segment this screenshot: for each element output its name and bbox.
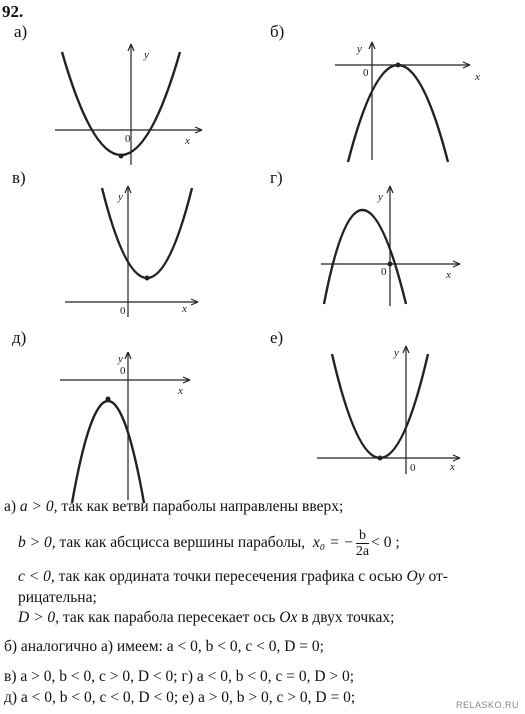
answer-line-3: c < 0, так как ордината точки пересечения графика с осью Oy от-	[18, 568, 448, 585]
watermark: RELASKO.RU	[455, 700, 519, 710]
graph-f	[314, 344, 474, 484]
y-axis-label: y	[357, 43, 362, 55]
x-axis-label: x	[182, 303, 187, 315]
answer-line-6: б) аналогично а) имеем: a < 0, b < 0, c < 0, D = 0;	[4, 638, 324, 655]
x-axis-label: x	[185, 135, 190, 147]
graph-d	[318, 182, 478, 312]
answer-line-5: D > 0, так как парабола пересекает ось Ox в двух точках;	[18, 609, 395, 626]
origin-label: 0	[410, 462, 416, 474]
answer-line-7: в) a > 0, b < 0, c > 0, D < 0; г) a < 0, b < 0, c = 0, D > 0;	[4, 668, 355, 685]
graph-label-f: е)	[270, 328, 284, 347]
origin-label: 0	[125, 133, 131, 145]
graph-c	[60, 182, 210, 322]
origin-label: 0	[120, 305, 126, 317]
graph-b	[330, 40, 500, 170]
graph-label-c: в)	[12, 168, 26, 187]
x-axis-label: x	[178, 385, 183, 397]
y-axis-label: y	[144, 49, 149, 61]
problem-number: 92.	[2, 2, 24, 21]
graph-e	[50, 348, 210, 508]
graph-a	[50, 40, 220, 170]
x-axis-label: x	[450, 461, 455, 473]
x-axis-label: x	[475, 71, 480, 83]
graph-label-b: б)	[270, 22, 285, 41]
y-axis-label: y	[118, 353, 123, 365]
answer-line-4: рицательна;	[18, 589, 97, 606]
answer-line-1: а) a > 0, так как ветви параболы направлены вверх;	[4, 498, 344, 515]
answer-line-2: b > 0, так как абсцисса вершины параболы, x₀ = − $\frac{b}{2a}$ < 0 ;	[18, 528, 400, 559]
x-axis-label: x	[446, 269, 451, 281]
y-axis-label: y	[118, 191, 123, 203]
graph-label-e: д)	[12, 328, 27, 347]
answer-line-8: д) a < 0, b < 0, c < 0, D < 0; е) a > 0, b > 0, c > 0, D = 0;	[4, 689, 356, 706]
graph-label-a: а)	[14, 22, 28, 41]
origin-label: 0	[381, 266, 387, 278]
y-axis-label: y	[394, 347, 399, 359]
graph-label-d: г)	[270, 168, 283, 187]
fraction: $\frac{b}{2a}$	[355, 528, 370, 559]
origin-label: 0	[363, 67, 369, 79]
origin-label: 0	[120, 365, 126, 377]
y-axis-label: y	[378, 191, 383, 203]
